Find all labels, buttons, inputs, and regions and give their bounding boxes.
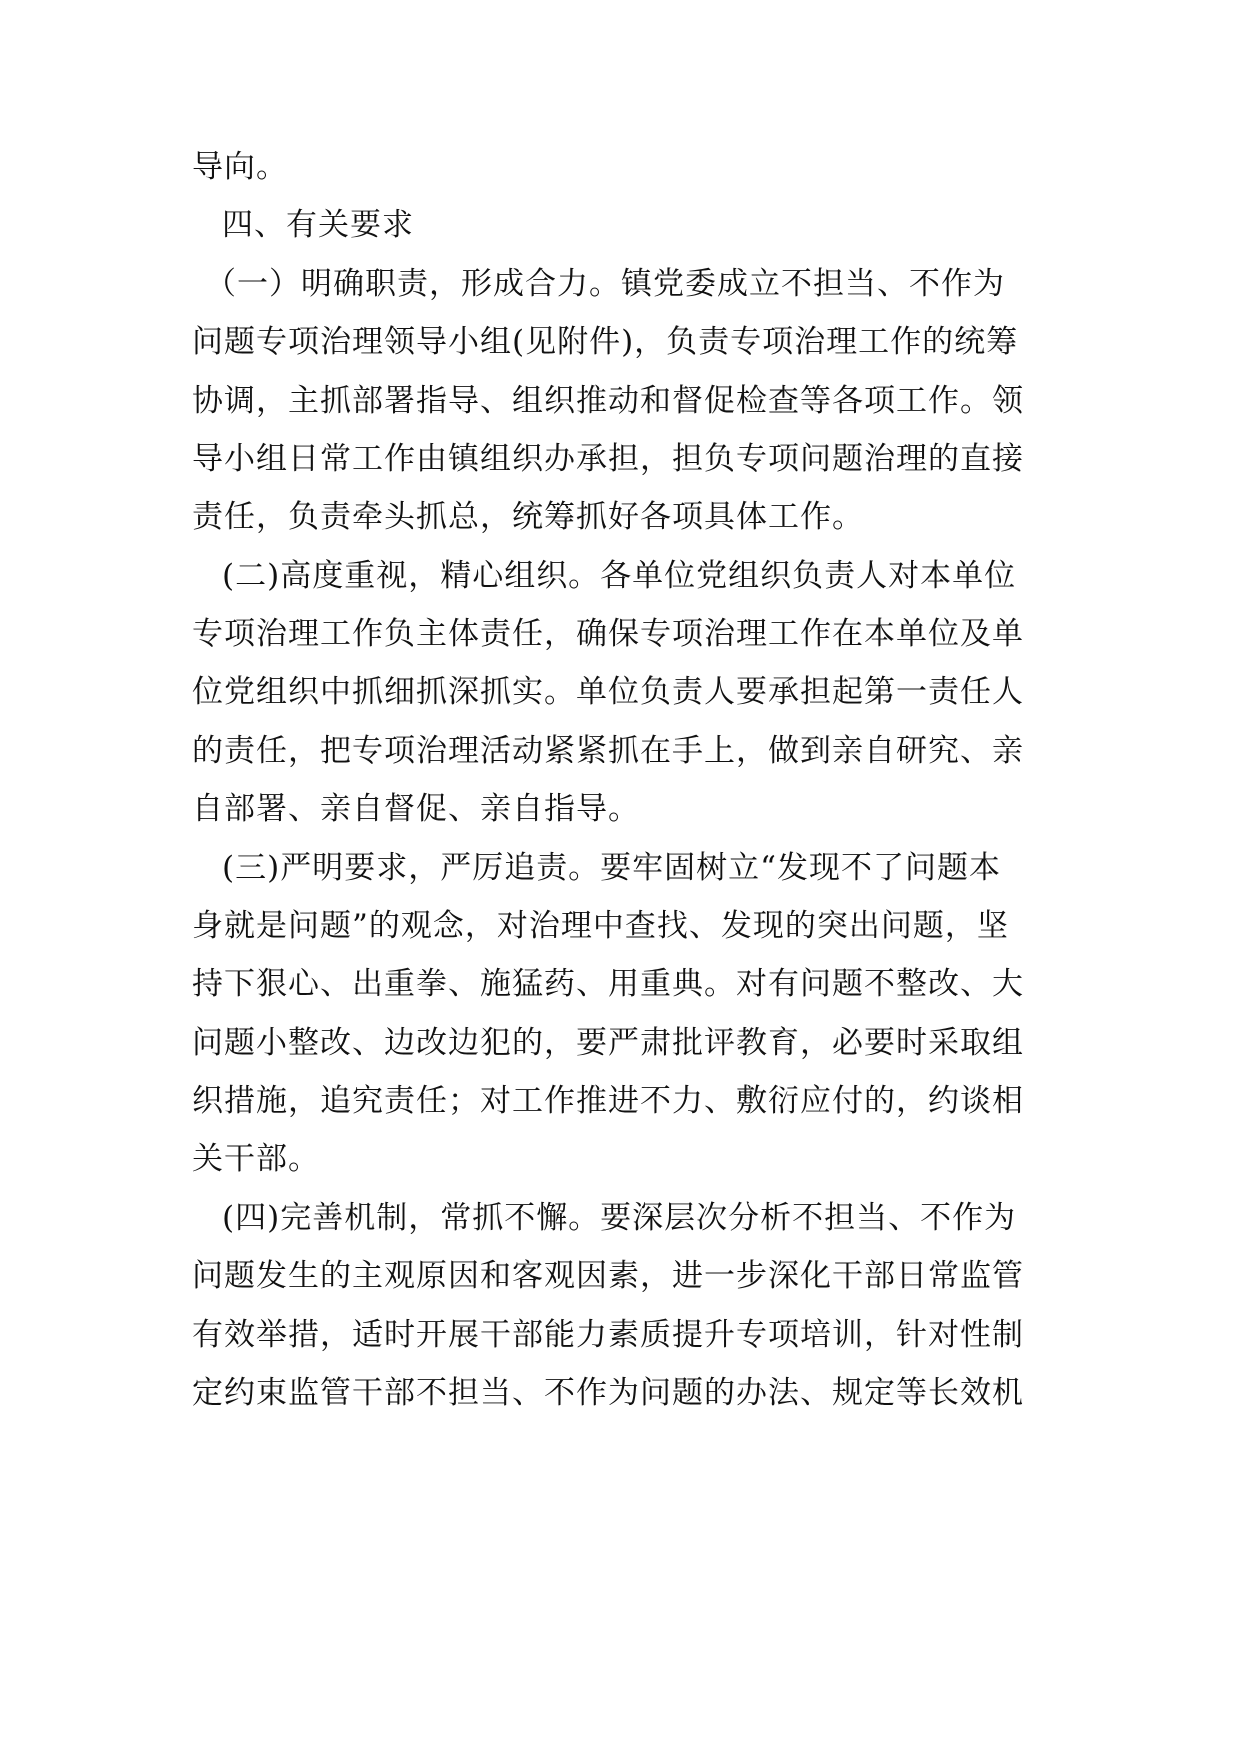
text-line: 问题专项治理领导小组(见附件)，负责专项治理工作的统筹 (192, 324, 1019, 360)
text-line: 专项治理工作负主体责任，确保专项治理工作在本单位及单 (192, 616, 1024, 652)
text-line: （一）明确职责，形成合力。镇党委成立不担当、不作为 (205, 266, 1005, 302)
text-line: 身就是问题”的观念，对治理中查找、发现的突出问题，坚 (192, 908, 1009, 944)
text-line: 的责任，把专项治理活动紧紧抓在手上，做到亲自研究、亲 (192, 733, 1024, 769)
text-line: 关干部。 (192, 1141, 320, 1177)
text-line: 自部署、亲自督促、亲自指导。 (192, 791, 640, 827)
text-line: 导向。 (192, 149, 288, 185)
text-line: 定约束监管干部不担当、不作为问题的办法、规定等长效机 (192, 1375, 1024, 1411)
text-line: 织措施，追究责任；对工作推进不力、敷衍应付的，约谈相 (192, 1083, 1024, 1119)
text-line: 问题小整改、边改边犯的，要严肃批评教育，必要时采取组 (192, 1025, 1024, 1061)
text-line: (三)严明要求，严厉追责。要牢固树立“发现不了问题本 (222, 850, 1002, 886)
text-line: 位党组织中抓细抓深抓实。单位负责人要承担起第一责任人 (192, 674, 1024, 710)
text-line: 有效举措，适时开展干部能力素质提升专项培训，针对性制 (192, 1317, 1024, 1353)
text-line: (二)高度重视，精心组织。各单位党组织负责人对本单位 (222, 558, 1017, 594)
text-line: (四)完善机制，常抓不懈。要深层次分析不担当、不作为 (222, 1200, 1017, 1236)
text-line: 问题发生的主观原因和客观因素，进一步深化干部日常监管 (192, 1258, 1024, 1294)
text-line: 导小组日常工作由镇组织办承担，担负专项问题治理的直接 (192, 441, 1024, 477)
text-line: 持下狠心、出重拳、施猛药、用重典。对有问题不整改、大 (192, 966, 1024, 1002)
section-heading: 四、有关要求 (222, 207, 414, 243)
text-line: 责任，负责牵头抓总，统筹抓好各项具体工作。 (192, 499, 864, 535)
text-line: 协调，主抓部署指导、组织推动和督促检查等各项工作。领 (192, 383, 1024, 419)
